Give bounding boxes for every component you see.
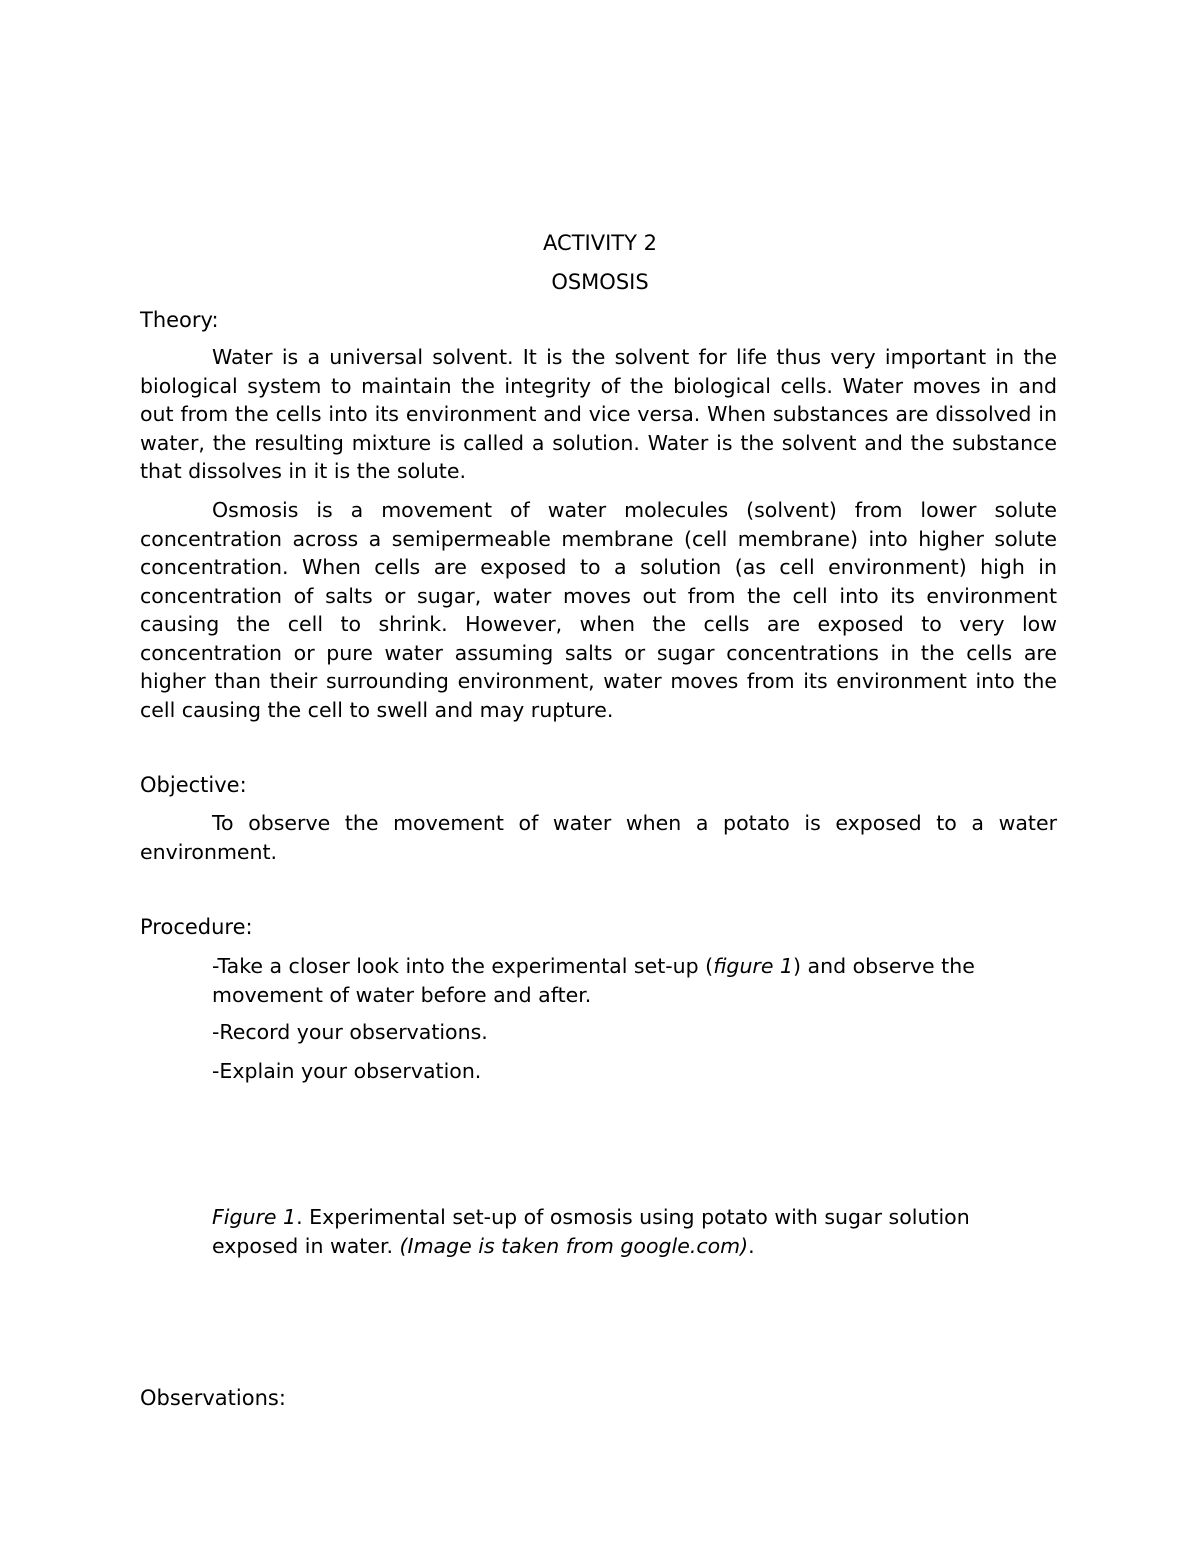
procedure-step-1-text-end: ) and observe the movement of water before and after.	[212, 954, 975, 1007]
procedure-heading: Procedure:	[140, 915, 253, 939]
objective-text: To observe the movement of water when a potato is exposed to a water environment.	[140, 811, 1057, 864]
theory-paragraph-2: Osmosis is a movement of water molecules (solvent) from lower solute concentration across a semipermeable membrane (cell membrane) into higher solute concentration. When cells are exposed to a solution (as cell environment) high in concentration of salts or sugar, water moves out from the cell into its environment causing the cell to shrink. However, when the cells are exposed to very low concentration or pure water assuming salts or sugar concentrations in the cells are higher than their surrounding environment, water moves from its environment into the cell causing the cell to swell and may rupture.	[140, 498, 1057, 722]
procedure-step-1-text: -Take a closer look into the experimental set-up (	[212, 954, 714, 978]
figure-caption	[212, 1203, 1002, 1260]
objective-heading: Objective:	[140, 773, 247, 797]
observations-heading: Observations:	[140, 1386, 286, 1410]
theory-heading: Theory:	[140, 308, 219, 332]
figure-reference: figure 1	[713, 954, 794, 978]
figure-caption-label: Figure 1	[212, 1205, 297, 1229]
figure-caption-end: .	[748, 1233, 755, 1258]
figure-caption-source: (Image is taken from google.com)	[399, 1233, 749, 1258]
theory-paragraph-1: Water is a universal solvent. It is the solvent for life thus very important in the biological system to maintain the integrity of the biological cells. Water moves in and out from the cells into its environment and vice versa. When substances are dissolved in water, the resulting mixture is called a solution. Water is the solvent and the substance that dissolves in it is the solute.	[140, 345, 1057, 483]
activity-title: ACTIVITY 2	[543, 231, 657, 255]
procedure-step-1	[212, 952, 1002, 1009]
figure-caption-text: . Experimental set-up of osmosis using potato with sugar solution exposed in water.	[212, 1205, 970, 1258]
procedure-step-2: -Record your observations.	[212, 1020, 488, 1044]
subject-title: OSMOSIS	[551, 270, 649, 294]
procedure-step-3: -Explain your observation.	[212, 1059, 482, 1083]
